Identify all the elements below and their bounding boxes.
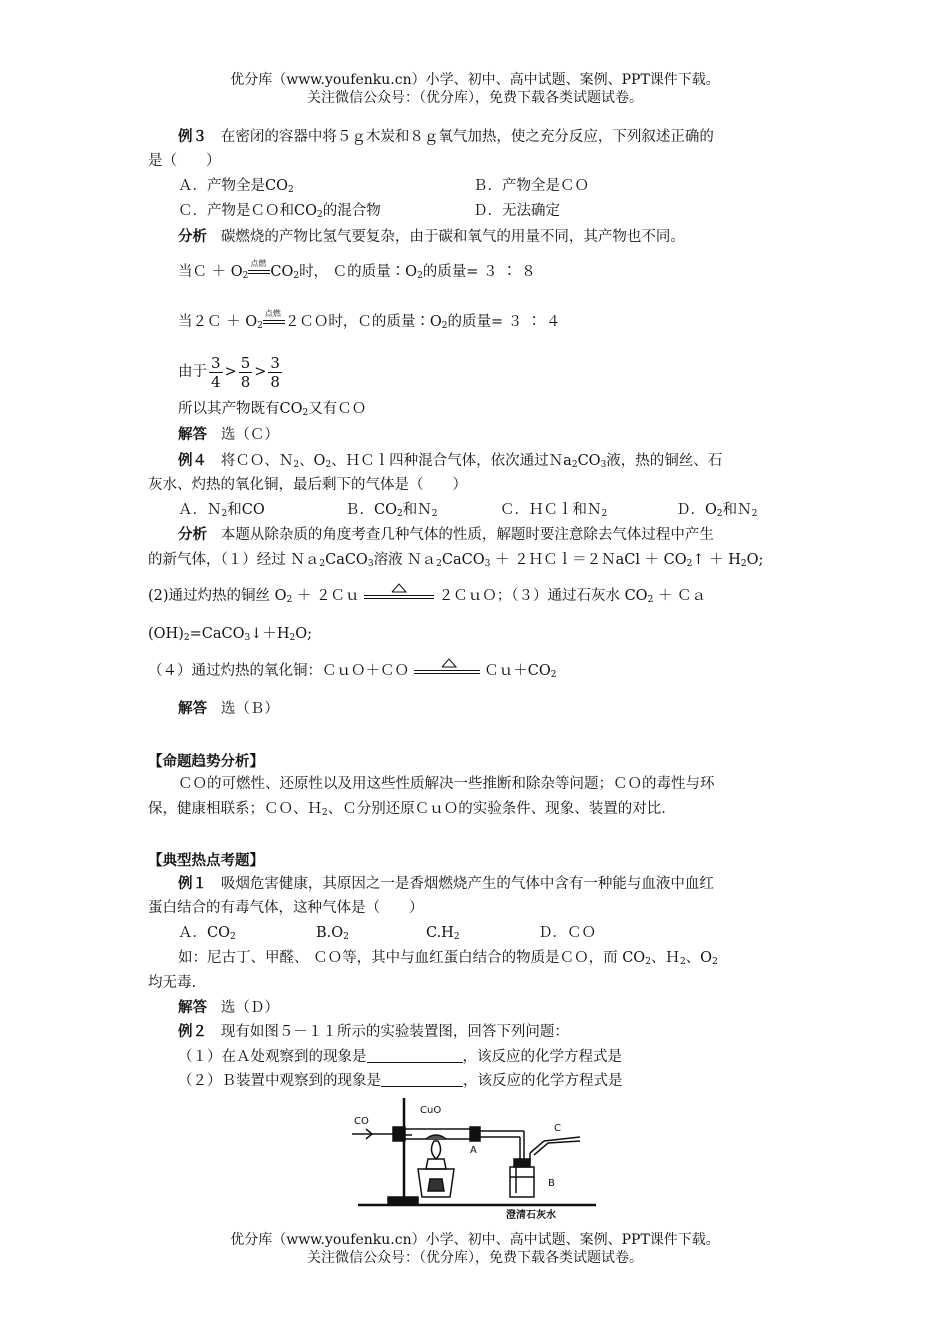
ex4-analysis-line3: (2)通过灼热的铜丝 $O_2$ ＋ ２Ｃｕ ２ＣｕＯ；（３）通过石灰水 $CO_2$ ＋ Ｃａ <box>148 584 706 606</box>
hot-ex1-explain-line1: 如：尼古丁、甲醛、 ＣＯ等，其中与血红蛋白结合的物质是ＣＯ，而 $CO_2$、Ｈ$_2$、$O_2$ <box>178 950 718 967</box>
ex4-question-line1: 例４ 将ＣＯ、Ｎ$_2$、$O_2$、ＨＣｌ四种混合气体，依次通过$Na_2CO_3$液，热的铜丝、石 <box>178 453 723 470</box>
header-line-1: 优分库（www.youfenku.cn）小学、初中、高中试题、案例、PPT课件下载。 <box>230 72 720 88</box>
hot-ex1-option-d: Ｄ．ＣＯ <box>538 925 596 941</box>
ex3-option-d: Ｄ．无法确定 <box>473 203 560 219</box>
section-title-trend: 【命题趋势分析】 <box>148 754 264 770</box>
ex4-option-d: Ｄ．$O_2$和Ｎ$_2$ <box>676 502 758 519</box>
ex3-option-b: Ｂ．产物全是ＣＯ <box>473 178 589 194</box>
ex3-answer: 解答 选（Ｃ） <box>178 427 279 443</box>
trend-line1: ＣＯ的可燃性、还原性以及用这些性质解决一些推断和除杂等问题；ＣＯ的毒性与环 <box>178 776 715 792</box>
answer-blank[interactable] <box>381 1072 463 1087</box>
label-b: B <box>548 1178 555 1189</box>
limewater-bottle <box>510 1167 534 1197</box>
ex3-conclusion: 所以其产物既有$CO_2$又有ＣＯ <box>178 401 367 418</box>
hot-ex1-line1: 例１ 吸烟危害健康，其原因之一是香烟燃烧产生的气体中含有一种能与血液中血红 <box>178 876 714 892</box>
trend-line2: 保，健康相联系；ＣＯ、Ｈ$_2$、Ｃ分别还原ＣｕＯ的实验条件、现象、装置的对比． <box>148 801 676 818</box>
ex4-answer: 解答 选（Ｂ） <box>178 701 279 717</box>
ignite-condition: 点燃 <box>248 262 270 278</box>
flame <box>431 1141 440 1159</box>
ex3-option-c: Ｃ．产物是ＣＯ和$CO_2$的混合物 <box>178 203 381 220</box>
hot-ex1-line2: 蛋白结合的有毒气体，这种气体是（ ） <box>148 900 424 916</box>
hot-ex1-explain-line2: 均无毒. <box>148 975 197 991</box>
fraction-5-8: $\frac{5}{8}$ <box>240 353 251 391</box>
ex4-option-b: Ｂ．$CO_2$和Ｎ$_2$ <box>345 502 438 519</box>
ignite-condition: 点燃 <box>263 312 285 328</box>
label-a: A <box>470 1145 477 1156</box>
footer-line-2: 关注微信公众号：（优分库），免费下载各类试题试卷。 <box>307 1250 643 1266</box>
iron-stand-base <box>388 1197 418 1205</box>
ex3-equation-1: 当Ｃ ＋ $O_2$ 点燃 $CO_2$时， Ｃ的质量$∶O_2$的质量= ３ ∶ ８ <box>178 259 536 281</box>
hot-ex1-option-a: Ａ．$CO_2$ <box>178 925 236 942</box>
ex3-label: 例３ <box>178 129 207 145</box>
heat-arrow <box>414 659 480 679</box>
ex3-equation-2: 当２Ｃ ＋ $O_2$ 点燃 ２ＣＯ时，Ｃ的质量$∶O_2$的质量= ３ ∶ ４ <box>178 309 561 331</box>
header-line-2: 关注微信公众号：（优分库），免费下载各类试题试卷。 <box>307 90 643 106</box>
ex3-question-line2: 是（ ） <box>148 153 221 169</box>
ex3-fraction-comparison: 由于 $\frac{3}{4}$ > $\frac{5}{8}$ > $\frac{3}{8}$ <box>178 353 280 391</box>
ex4-analysis-line2: 的新气体，（１）经过 Ｎａ$_2$CaCO$_3$溶液 Ｎａ$_2$CaCO$_3$ ＋ ２ＨＣｌ＝２ＮaCl ＋ $CO_2↑ + H_2O$; <box>148 552 764 569</box>
footer-line-1: 优分库（www.youfenku.cn）小学、初中、高中试题、案例、PPT课件下载。 <box>230 1232 720 1248</box>
hot-ex2-sub2: （２）Ｂ装置中观察到的现象是 ，该反应的化学方程式是 <box>178 1073 623 1089</box>
hot-ex2-question: 例２ 现有如图５－１１所示的实验装置图，回答下列问题： <box>178 1024 569 1040</box>
label-c: C <box>554 1123 561 1134</box>
fraction-3-4: $\frac{3}{4}$ <box>211 353 221 391</box>
ex4-label: 例４ <box>178 453 207 469</box>
ex3-option-a: Ａ．产物全是$CO_2$ <box>178 178 294 195</box>
ex4-question-line2: 灰水、灼热的氧化铜，最后剩下的气体是（ ） <box>148 477 467 493</box>
label-co: CO <box>354 1116 369 1127</box>
hot-ex1-option-b: $B.O_2$ <box>316 925 349 942</box>
figure-caption: 澄清石灰水 <box>506 1210 556 1221</box>
apparatus-figure <box>348 1093 600 1223</box>
answer-blank[interactable] <box>367 1048 463 1063</box>
ex4-analysis-line5: （４）通过灼热的氧化铜：ＣｕＯ＋ＣＯ $Cu+CO_2$ <box>148 659 556 681</box>
ex4-analysis-line4: $(OH)_2=CaCO_3↓+H_2O$; <box>148 626 313 643</box>
label-cuo: CuO <box>420 1105 442 1116</box>
fraction-3-8: $\frac{3}{8}$ <box>270 353 280 391</box>
ex4-analysis-line1: 分析 本题从除杂质的角度考查几种气体的性质，解题时要注意除去气体过程中产生 <box>178 527 714 543</box>
heat-arrow <box>364 584 434 604</box>
hot-ex2-sub1: （１）在Ａ处观察到的现象是 ，该反应的化学方程式是 <box>178 1049 622 1065</box>
hot-ex1-option-c: $C.H_2$ <box>426 925 460 942</box>
ex3-question-line1: 例３ 在密闭的容器中将５ｇ木炭和８ｇ氧气加热，使之充分反应，下列叙述正确的 <box>178 129 714 145</box>
section-title-hot: 【典型热点考题】 <box>148 853 264 869</box>
ex3-analysis: 分析 碳燃烧的产物比氢气要复杂，由于碳和氧气的用量不同，其产物也不同。 <box>178 229 685 245</box>
ex4-option-c: Ｃ．ＨＣｌ和Ｎ$_2$ <box>500 502 608 519</box>
hot-ex1-answer: 解答 选（Ｄ） <box>178 1000 279 1016</box>
ex4-option-a: Ａ．Ｎ$_2$和CO <box>178 502 265 519</box>
